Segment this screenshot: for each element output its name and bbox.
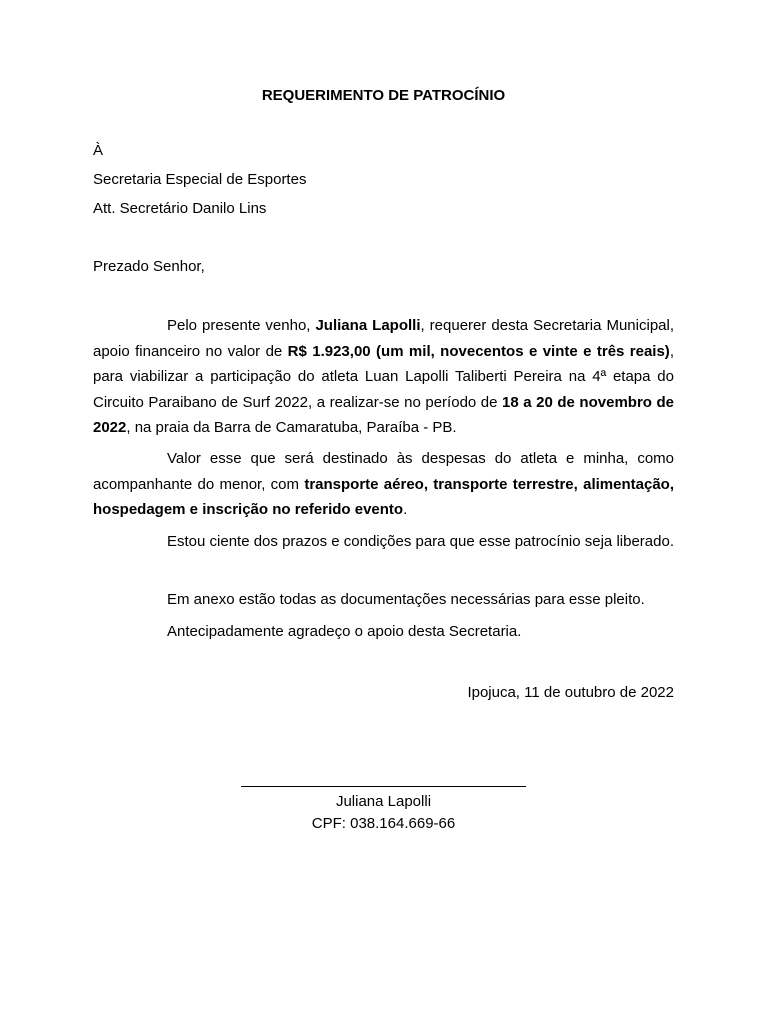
- paragraph-thanks: Antecipadamente agradeço o apoio desta Secretaria.: [167, 623, 522, 640]
- paragraph-request-text-2: , requerer desta Secretaria Municipal, apoio financeiro no valor de: [93, 317, 674, 360]
- paragraph-request-text-3: , para viabilizar a participação do atleta Luan Lapolli Taliberti Pereira na 4ª etapa do Circuito Paraibano de Surf 2022, a realizar-se no período de: [93, 342, 674, 411]
- paragraph-expenses: [93, 446, 674, 523]
- paragraph-conditions: Estou ciente dos prazos e condições para que esse patrocínio seja liberado.: [167, 533, 674, 550]
- requester-name: Juliana Lapolli: [315, 317, 421, 334]
- paragraph-request-text-4: , na praia da Barra de Camaratuba, Paraíba - PB.: [126, 419, 457, 436]
- recipient-line-3: Att. Secretário Danilo Lins: [93, 200, 267, 217]
- signature-name: Juliana Lapolli: [335, 793, 432, 810]
- paragraph-attachments: Em anexo estão todas as documentações necessárias para esse pleito.: [167, 591, 645, 608]
- place-date: Ipojuca, 11 de outubro de 2022: [467, 684, 674, 701]
- recipient-line-1: À: [93, 142, 104, 159]
- paragraph-expenses-text-2: .: [403, 501, 408, 518]
- salutation: Prezado Senhor,: [93, 258, 205, 275]
- paragraph-request-text-1: Pelo presente venho,: [167, 317, 316, 334]
- paragraph-expenses-text-1: Valor esse que será destinado às despesas do atleta e minha, como acompanhante do menor, com: [93, 450, 674, 493]
- event-period: 18 a 20 de novembro de 2022: [93, 393, 674, 436]
- document-title: REQUERIMENTO DE PATROCÍNIO: [261, 87, 506, 104]
- signature-line: [241, 786, 526, 787]
- recipient-line-2: Secretaria Especial de Esportes: [93, 171, 307, 188]
- expenses-list: transporte aéreo, transporte terrestre, alimentação, hospedagem e inscrição no referido evento: [93, 475, 674, 518]
- signature-cpf: CPF: 038.164.669-66: [311, 815, 456, 832]
- paragraph-request: [93, 313, 674, 441]
- requested-amount: R$ 1.923,00 (um mil, novecentos e vinte e três reais): [287, 342, 670, 360]
